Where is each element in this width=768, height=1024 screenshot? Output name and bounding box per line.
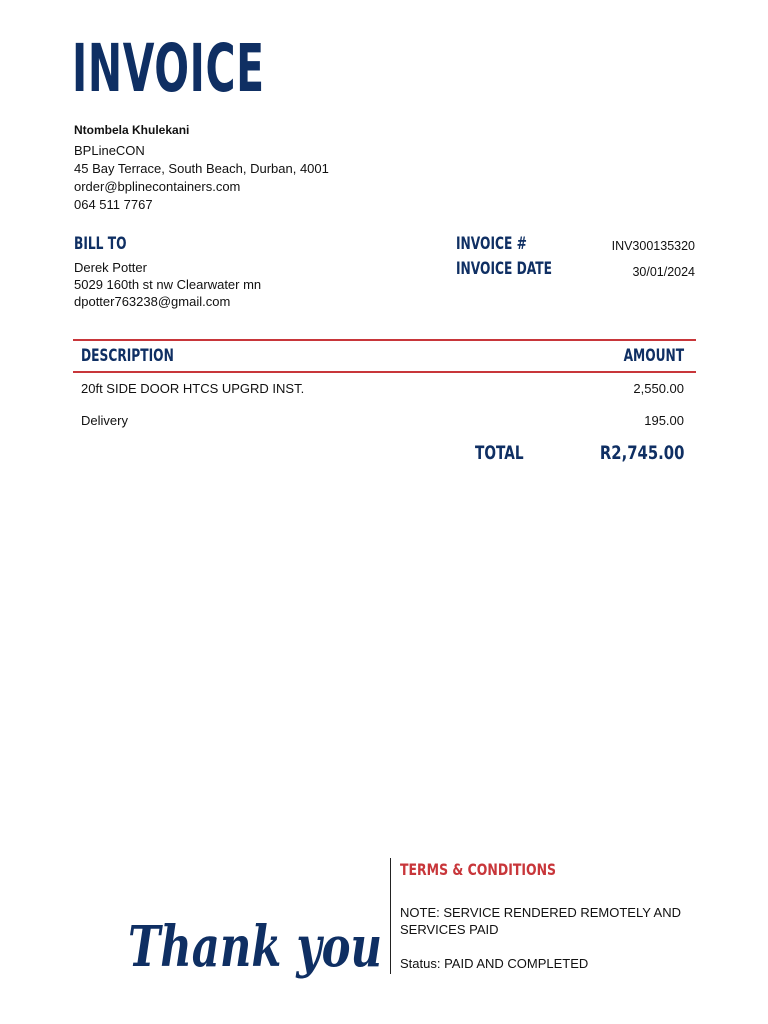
amount-header-label: AMOUNT bbox=[623, 346, 684, 366]
thank-you-signature bbox=[126, 904, 384, 996]
line-item-amount: 195.00 bbox=[644, 413, 684, 428]
line-item-row bbox=[81, 413, 684, 428]
table-header-rule bbox=[73, 371, 696, 373]
sender-company: BPLineCON bbox=[74, 143, 145, 158]
table-top-rule bbox=[73, 339, 696, 341]
bill-to-name: Derek Potter bbox=[74, 260, 147, 275]
total-amount-value: R2,745.00 bbox=[599, 442, 684, 464]
bill-to-heading: BILL TO bbox=[74, 234, 127, 254]
footer-divider bbox=[390, 858, 391, 974]
line-item-amount: 2,550.00 bbox=[633, 381, 684, 396]
line-item-row bbox=[81, 381, 684, 396]
line-item-description: 20ft SIDE DOOR HTCS UPGRD INST. bbox=[81, 381, 305, 396]
amount-header bbox=[600, 346, 684, 366]
invoice-date: 30/01/2024 bbox=[632, 265, 695, 279]
sender-block bbox=[74, 121, 329, 214]
payment-status: Status: PAID AND COMPLETED bbox=[400, 956, 589, 971]
description-header: DESCRIPTION bbox=[81, 346, 174, 366]
sender-email: order@bplinecontainers.com bbox=[74, 179, 241, 194]
sender-address: 45 Bay Terrace, South Beach, Durban, 4001 bbox=[74, 161, 329, 176]
total-label: TOTAL bbox=[475, 442, 524, 464]
bill-to-address: 5029 160th st nw Clearwater mn bbox=[74, 277, 262, 292]
invoice-number-label: INVOICE # bbox=[456, 234, 527, 254]
total-amount bbox=[576, 442, 684, 465]
invoice-date-label: INVOICE DATE bbox=[456, 259, 553, 279]
sender-phone: 064 511 7767 bbox=[74, 197, 153, 212]
terms-heading: TERMS & CONDITIONS bbox=[400, 860, 557, 879]
terms-note: NOTE: SERVICE RENDERED REMOTELY AND SERVICES PAID bbox=[400, 905, 682, 937]
invoice-title: INVOICE bbox=[72, 30, 265, 107]
invoice-number: INV300135320 bbox=[611, 239, 695, 253]
bill-to-block bbox=[74, 259, 261, 310]
thank-you-text: Thank you bbox=[128, 914, 382, 980]
line-item-description: Delivery bbox=[81, 413, 128, 428]
sender-name: Ntombela Khulekani bbox=[74, 123, 190, 137]
bill-to-email: dpotter763238@gmail.com bbox=[74, 294, 231, 309]
